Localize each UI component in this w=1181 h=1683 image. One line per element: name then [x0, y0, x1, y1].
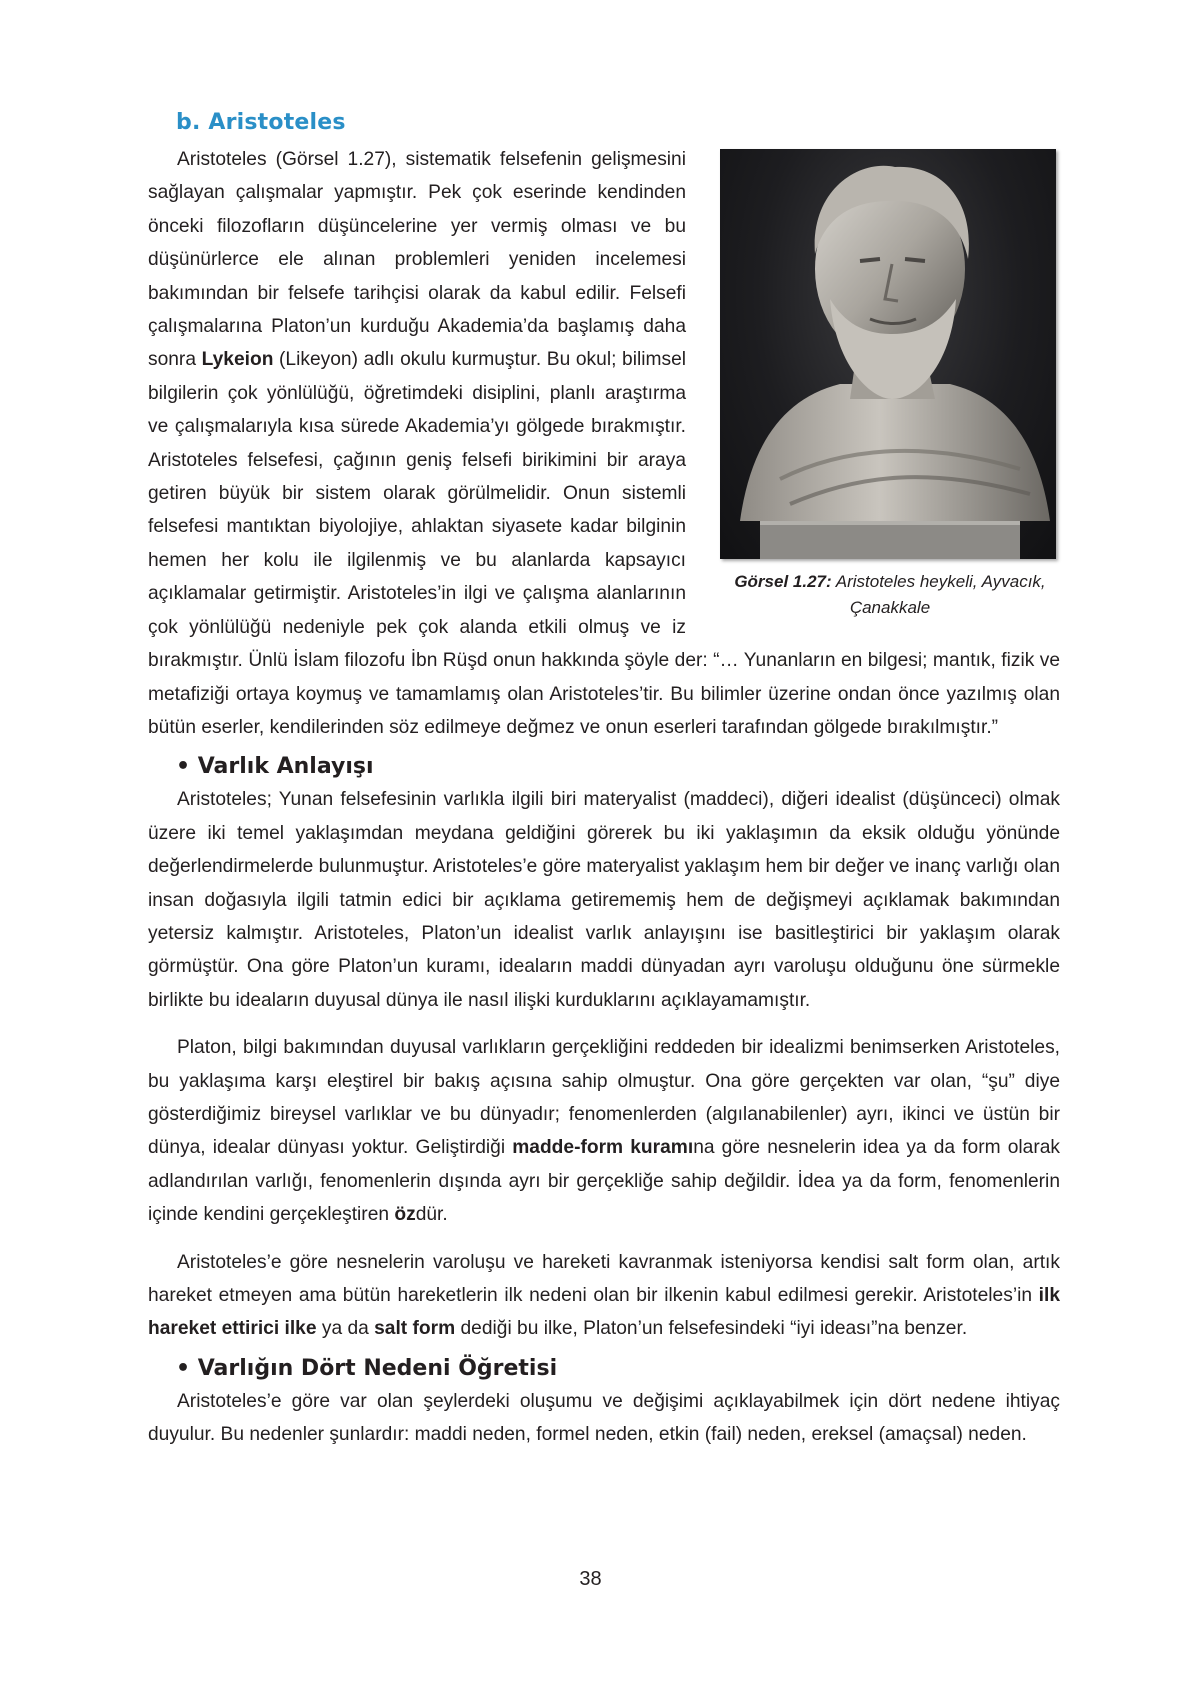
section-title: b. Aristoteles [176, 110, 346, 135]
subheading-dort-neden: • Varlığın Dört Nedeni Öğretisi [176, 1355, 558, 1381]
intro-text-2: (Likeyon) adlı okulu kurmuştur. Bu okul; bilimsel bilgilerin çok yönlülüğü, öğretimdeki disiplini, planlı araştırma ve çalışmalarıyla kısa sürede Akademia’yı gölgede bırakmıştır. Aristoteles felsefesi, çağının geniş felsefi birikimini bir araya getiren büyük bir sistem olarak görülmelidir. Onun sistemli felsefesi mantıktan biyolojiye, ahlaktan siyasete kadar bilginin hemen her kolu ile ilgilenmiş ve bu alanlarda kapsayıcı açıklamalar getirmiştir. Aristoteles’in ilgi ve çalışma alanlarının çok yönlülüğü nedeniyle pek çok alanda etkili olmuş ve iz bırakmıştır. Ünlü İslam filozofu İbn Rüşd onun hakkında şöyle der: “… Yunanların en bilgesi; mantık, fizik ve metafiziği ortaya koymuş ve tamamlamış olan Aristoteles’tir. Bu bilimler üzerine ondan önce yazılmış olan bütün eserler, kendilerinden söz edilmeye değmez ve onun eserleri tarafından gölgede bırakılmıştır.” [148, 349, 1060, 738]
varlik-paragraph-3 [148, 1246, 1060, 1346]
varlik-p2-bold-2: öz [394, 1204, 416, 1226]
varlik-paragraph-2 [148, 1031, 1060, 1231]
caption-reference: Görsel 1.27: [734, 572, 832, 591]
aristoteles-bust-image [720, 149, 1056, 559]
intro-text-1: Aristoteles (Görsel 1.27), sistematik felsefenin gelişmesini sağlayan çalışmalar yapmıştır. Pek çok eserinde kendinden önceki filozofların düşüncelerine yer vermiş olması ve bu düşünürlerce ele alınan problemleri yeniden incelemesi bakımından bir felsefe tarihçisi olarak da kabul edilir. Felsefi çalışmalarına Platon’un kurduğu Akademia’da başlamış daha sonra [148, 149, 686, 371]
varlik-p2-text-2: na göre nesnelerin idea ya da form olarak adlandırılan varlığı, fenomenlerin dışında ayrı bir gerçekliğe sahip değildir. İdea ya da form, fenomenlerin içinde kendini gerçekleştiren [148, 1137, 1061, 1226]
page-number: 38 [579, 1568, 602, 1590]
varlik-p3-bold-2: salt form [374, 1318, 456, 1340]
varlik-p3-text-1: Aristoteles’e göre nesnelerin varoluşu ve hareketi kavranmak isteniyorsa kendisi salt form olan, artık hareket etmeyen ama bütün hareketlerin ilk nedeni olan bir ilkenin kabul edilmesi gerekir. Aristoteles’in [148, 1251, 1060, 1306]
page-content [148, 110, 1060, 1452]
varlik-p2-text-3: dür. [415, 1204, 448, 1226]
varlik-p2-text-1: Platon, bilgi bakımından duyusal varlıkların gerçekliğini reddeden bir idealizmi benimserken Aristoteles, bu yaklaşıma karşı eleştirel bir bakış açısına sahip olmuştur. Ona göre gerçekten var olan, “şu” diye gösterdiğimiz bireysel varlıklar ve bu dünyadır; fenomenlerden (algılanabilenler) ayrı, ikinci ve üstün bir dünya, idealar dünyası yoktur. Geliştirdiği [148, 1037, 1060, 1159]
neden-paragraph: Aristoteles’e göre var olan şeylerdeki oluşumu ve değişimi açıklayabilmek için dört nedene ihtiyaç duyulur. Bu nedenler şunlardır: maddi neden, formel neden, etkin (fail) neden, ereksel (amaçsal) neden. [148, 1390, 1060, 1446]
varlik-paragraph-1: Aristoteles; Yunan felsefesinin varlıkla ilgili biri materyalist (maddeci), diğeri idealist (düşünceci) olmak üzere iki temel yaklaşımdan meydana geldiğini görerek bu iki yaklaşımın da eksik olduğu yönünde değerlendirmelerde bulunmuştur. Aristoteles’e göre materyalist yaklaşım hem bir değer ve inanç varlığı olan insan doğasıyla ilgili tatmin edici bir açıklama getirememiş hem de değişmeyi açıklamak bakımından yetersiz kalmıştır. Aristoteles, Platon’un idealist varlık anlayışını ise basitleştirici bir yaklaşım olarak görmüştür. Ona göre Platon’un kuramı, ideaların maddi dünyadan ayrı varoluşu olduğunu öne sürmekle birlikte bu ideaların duyusal dünya ile nasıl ilişki kurduklarını açıklayamamıştır. [148, 789, 1060, 1011]
bust-illustration [720, 149, 1056, 559]
varlik-p3-text-3: dediği bu ilke, Platon’un felsefesindeki “iyi ideası”na benzer. [455, 1318, 968, 1340]
figure [720, 149, 1060, 621]
intro-bold-lykeion: Lykeion [201, 349, 274, 371]
varlik-p2-bold-1: madde-form kuramı [512, 1137, 694, 1159]
subheading-varlik-anlayisi: • Varlık Anlayışı [176, 754, 374, 780]
varlik-p3-text-2: ya da [316, 1318, 375, 1340]
caption-text: Aristoteles heykeli, Ayvacık, Çanakkale [831, 572, 1046, 617]
varlik-p3-bold-1: ilk hareket ettirici ilke [148, 1285, 1060, 1340]
figure-caption [720, 569, 1060, 621]
